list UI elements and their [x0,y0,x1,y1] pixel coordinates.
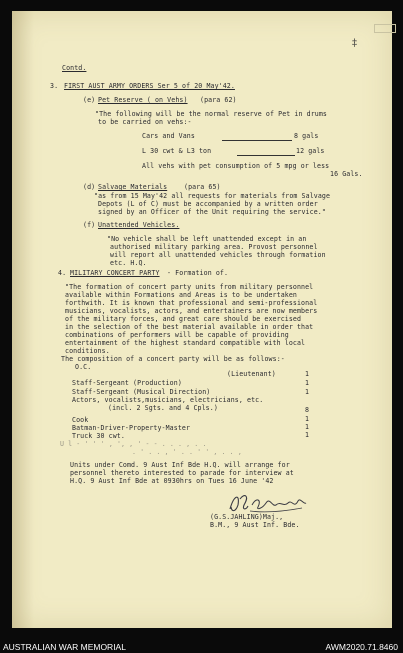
vehicle-row-item: L 30 cwt & L3 ton [142,147,212,155]
composition-role: Truck 30 cwt. [72,432,125,440]
signature-title: B.M., 9 Aust Inf. Bde. [210,521,300,529]
closing-line: Units under Comd. 9 Aust Inf Bde H.Q. will arrange for [70,461,290,469]
sub-d-body-line: "as from 15 May'42 all requests for materials from Salvage [94,192,331,200]
footer-accession-number: AWM2020.71.8460 [325,642,398,652]
composition-role: Actors, vocalists,musicians, electricians, etc. [72,396,264,404]
sub-d-body-line: Depots (L of C) must be accompanied by a written order [98,200,318,208]
item4-body-line: conditions. [65,347,110,355]
sub-f-body-line: will report all unattended vehicles through formation [110,251,326,259]
composition-num: 1 [305,388,310,396]
fill-line [222,140,292,141]
contd-label: Contd. [62,64,87,72]
document-page [12,11,392,628]
item4-body-line: available within Formations and Areas is to be undertaken [65,291,297,299]
sub-f-label: (f) [83,221,96,229]
sub-f-body-line: authorised military parking area. Provost personnel [110,243,318,251]
sub-e-ref: (para 62) [200,96,237,104]
sub-e-note: All vehs with pet consumption of 5 mpg or less [142,162,330,170]
signature-name: (G.S.JAHLING)Maj., [210,513,284,521]
closing-line: personnel thereto interested to parade for interview at [70,469,294,477]
item4-body-line: combinations of performers will be capable of providing [65,331,289,339]
composition-num: 1 [305,415,310,423]
faded-text-line: . ' . . , ' . . ' ' , . . , [132,448,242,456]
item4-body-line: in the selection of the best material available in order that [65,323,314,331]
sub-e-intro-line: to be carried on vehs:- [98,118,192,126]
item4-body-line: "The formation of concert party units from military personnel [65,283,314,291]
corner-stamp-box [374,24,396,33]
footer-institution: AUSTRALIAN WAR MEMORIAL [3,642,126,652]
item4-title-suffix: - Formation of. [167,269,229,277]
archive-footer [0,640,403,653]
composition-role: Staff-Sergeant (Production) [72,379,182,387]
composition-role: O.C. [75,363,92,371]
composition-num: 1 [305,423,310,431]
sub-d-body-line: signed by an Officer of the Unit requiring the service." [98,208,326,216]
sub-f-body-line: "No vehicle shall be left unattended except in an [107,235,307,243]
sub-f-title: Unattended Vehicles. [98,221,180,229]
composition-role: (incl. 2 Sgts. and 4 Cpls.) [108,404,218,412]
sub-e-title: Pet Reserve ( on Vehs) [98,96,188,104]
sub-d-title: Salvage Materials [98,183,168,191]
composition-role: Cook [72,416,89,424]
faded-text-line: U l - ' ' ' , ', , ' - - . . . , . . [60,440,207,448]
handwritten-signature [226,491,316,515]
closing-line: H.Q. 9 Aust Inf Bde at 0930hrs on Tues 16 June '42 [70,477,274,485]
sub-f-body-line: etc. H.Q. [110,259,147,267]
page-shadow [12,11,34,628]
item4-number: 4. [58,269,67,277]
item4-body-line: musicians, vocalists, actors, and entertainers are now members [65,307,318,315]
item4-body-line: forthwith. It is known that professional and semi-professional [65,299,318,307]
item3-title: FIRST AUST ARMY ORDERS Ser 5 of 20 May'42. [64,82,235,90]
composition-detail: (Lieutenant) [227,370,276,378]
handwritten-corner-mark: ‡ [352,38,357,49]
vehicle-row-qty: 8 gals [294,132,319,140]
vehicle-row-qty: 12 gals [296,147,325,155]
sub-d-ref: (para 65) [184,183,221,191]
composition-role: Staff-Sergeant (Musical Direction) [72,388,211,396]
item4-body-line: of the military forces, and great care should be exercised [65,315,302,323]
composition-num: 1 [305,370,310,378]
sub-e-note-total: 16 Gals. [330,170,363,178]
sub-d-label: (d) [83,183,96,191]
composition-role: Batman-Driver-Property-Master [72,424,191,432]
item3-number: 3. [50,82,59,90]
sub-e-label: (e) [83,96,96,104]
composition-intro: The composition of a concert party will be as follows:- [61,355,285,363]
fill-line [237,155,295,156]
item4-title: MILITARY CONCERT PARTY [70,269,160,277]
sub-e-intro-line: "The following will be the normal reserve of Pet in drums [95,110,327,118]
composition-num: 8 [305,406,310,414]
composition-num: 1 [305,431,310,439]
item4-body-line: entertainment of the highest standard compatible with local [65,339,306,347]
vehicle-row-item: Cars and Vans [142,132,195,140]
composition-num: 1 [305,379,310,387]
